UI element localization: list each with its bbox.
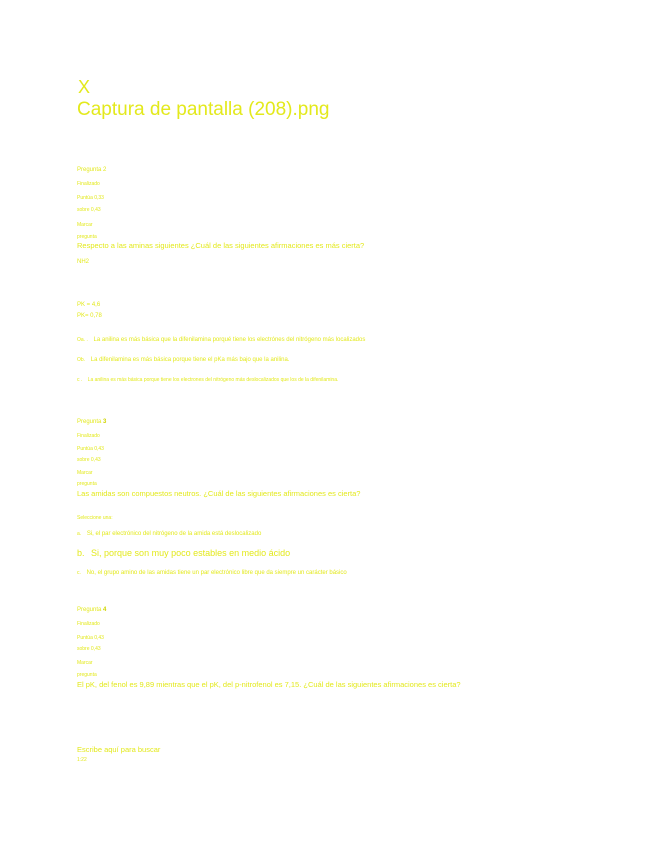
option-letter: c. bbox=[77, 570, 81, 576]
question-prompt: Las amidas son compuestos neutros. ¿Cuál de las siguientes afirmaciones es cierta? bbox=[77, 489, 361, 498]
question-score-max: sobre 0,43 bbox=[77, 457, 101, 463]
flag-question-link-line2[interactable]: pregunta bbox=[77, 481, 97, 487]
pk-value-1: PK = 4,6 bbox=[77, 302, 101, 308]
question-status: Finalizado bbox=[77, 433, 100, 439]
option-text: La anilina es más básica que la difenilamina porqué tiene los electrónes del nitrógeno más localizados bbox=[93, 337, 366, 343]
pk-value-2: PK= 0,78 bbox=[77, 313, 102, 319]
option-text: La anilina es más básica porque tiene los electrones del nitrógeno más deslocalizados que los de la difenilamina. bbox=[87, 377, 339, 383]
question-number: 2 bbox=[103, 167, 107, 173]
question-number: 3 bbox=[103, 419, 107, 425]
question-score: Puntúa 0,43 bbox=[77, 446, 104, 452]
close-button[interactable]: X bbox=[78, 77, 91, 97]
question-status: Finalizado bbox=[77, 181, 100, 187]
select-hint: Seleccione una: bbox=[77, 515, 113, 521]
option-text: No, el grupo amino de las amidas tiene un par electrónico libre que da siempre un carácter básico bbox=[86, 570, 347, 576]
question-label: Pregunta bbox=[77, 419, 102, 425]
option-text: La difenilamina es más básica porque tiene el pKa más bajo que la anilina. bbox=[90, 357, 290, 363]
question-number: 4 bbox=[103, 607, 107, 613]
flag-question-link[interactable]: Marcar bbox=[77, 660, 93, 666]
answer-option[interactable] bbox=[77, 531, 261, 537]
chemical-formula: NH2 bbox=[77, 259, 90, 265]
answer-option[interactable] bbox=[77, 337, 365, 343]
answer-option[interactable] bbox=[77, 357, 290, 363]
question-label: Pregunta bbox=[77, 167, 102, 173]
question-4-header bbox=[77, 607, 106, 613]
option-letter: c . bbox=[77, 377, 83, 383]
option-letter: b. bbox=[77, 548, 85, 558]
question-status: Finalizado bbox=[77, 621, 100, 627]
flag-question-link-line2[interactable]: pregunta bbox=[77, 672, 97, 678]
flag-question-link[interactable]: Marcar bbox=[77, 222, 93, 228]
answer-option[interactable] bbox=[77, 378, 338, 383]
question-3-header bbox=[77, 419, 106, 425]
question-prompt: El pK, del fenol es 9,89 mientras que el pK, del p-nitrofenol es 7,15. ¿Cuál de las siguientes afirmaciones es cierta? bbox=[77, 680, 461, 689]
option-letter: a. bbox=[77, 531, 82, 537]
question-2-header bbox=[77, 167, 106, 173]
answer-option[interactable] bbox=[77, 549, 290, 558]
flag-question-link-line2[interactable]: pregunta bbox=[77, 234, 97, 240]
flag-question-link[interactable]: Marcar bbox=[77, 470, 93, 476]
file-title: Captura de pantalla (208).png bbox=[77, 99, 330, 120]
question-score-max: sobre 0,43 bbox=[77, 646, 101, 652]
question-score: Puntúa 0,43 bbox=[77, 635, 104, 641]
option-letter: Oa. . bbox=[77, 337, 88, 343]
question-label: Pregunta bbox=[77, 607, 102, 613]
option-text: Si, el par electrónico del nitrógeno de la amida está deslocalizado bbox=[86, 531, 262, 537]
question-score-max: sobre 0,43 bbox=[77, 207, 101, 213]
taskbar-extra: 1:22 bbox=[77, 757, 87, 763]
question-prompt: Respecto a las aminas siguientes ¿Cuál de las siguientes afirmaciones es más cierta? bbox=[77, 241, 365, 250]
option-text: Si, porque son muy poco estables en medio ácido bbox=[91, 548, 291, 558]
question-score: Puntúa 0,33 bbox=[77, 195, 104, 201]
taskbar-search-input[interactable]: Escribe aquí para buscar bbox=[77, 745, 161, 754]
option-letter: Ob. bbox=[77, 357, 86, 363]
answer-option[interactable] bbox=[77, 570, 347, 576]
